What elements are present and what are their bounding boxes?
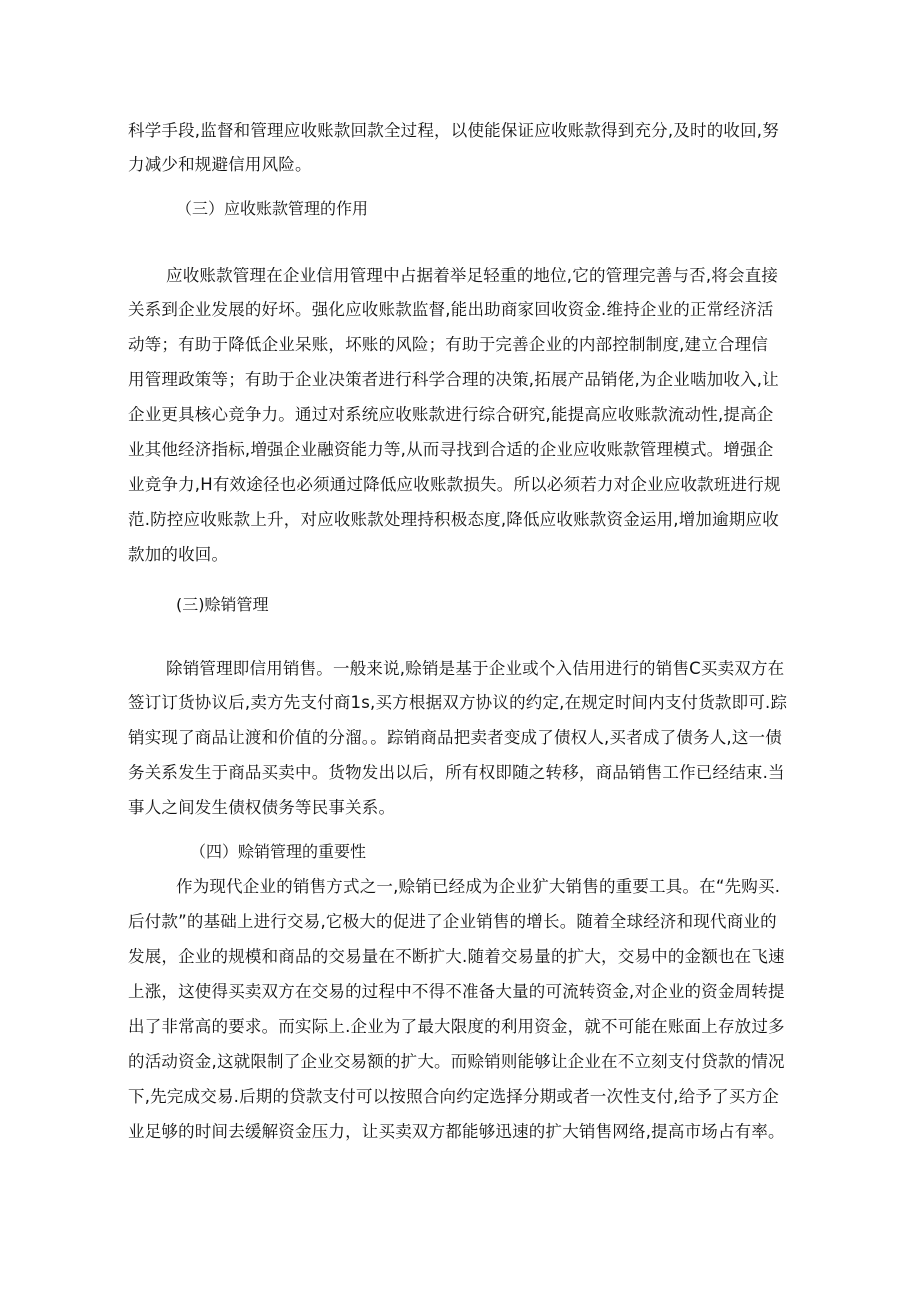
para4-line-2: 后付款”的基础上进行交易,它极大的促进了企业销售的增长。随着全球经济和现代商业的 bbox=[128, 912, 777, 931]
para2-line-6: 业其他经济指标,増强企业融资能力等,从而寻找到合适的企业应收账款管理模式。增强企 bbox=[128, 440, 774, 459]
para1-line-2: 力减少和规避信用风险。 bbox=[128, 155, 312, 174]
para3-line-3: 销实现了商品让渡和价值的分溜。。踪销商品把卖者变成了债权人,买者成了债务人,这一债 bbox=[128, 728, 782, 747]
para2-line-2: 关系到企业发展的好坏。强化应收账款监督,能出助商家回收资金.维持企业的正常经济活 bbox=[128, 300, 774, 319]
section-heading-importance: （四）赊销管理的重要性 bbox=[190, 842, 367, 861]
para2-line-7: 业竞争力,H有效途径也必须通过降低应收账款损失。所以必须若力对企业应收款班进行规 bbox=[128, 475, 781, 494]
para2-line-9: 款加的收回。 bbox=[128, 545, 229, 564]
para4-line-6: 的活动资金,这就限制了企业交易额的扩大。而赊销则能够让企业在不立刻支付贷款的情况 bbox=[128, 1052, 785, 1071]
para1-line-1: 科学手段,监督和管理应收账款回款全过程，以使能保证应收账款得到充分,及时的收回,努 bbox=[128, 121, 779, 140]
para4-line-5: 出了非常高的要求。而实际上.企业为了最大限度的利用资金，就不可能在账面上存放过多 bbox=[128, 1017, 785, 1036]
para4-line-7: 下,先完成交易.后期的贷款支付可以按照合向约定选择分期或者一次性支付,给予了买方企 bbox=[128, 1087, 779, 1106]
para2-line-4: 用管理政策等；有助于企业决策者进行科学合理的决策,拓展产品销佬,为企业啮加收入,让 bbox=[128, 370, 779, 389]
para4-line-3: 发展，企业的规模和商品的交易量在不断扩大.随着交易量的扩大，交易中的金额也在飞速 bbox=[128, 947, 785, 966]
para4-line-1: 作为现代企业的销售方式之一,赊销已经成为企业犷大销售的重要工具。在“先购买. bbox=[176, 877, 781, 896]
para3-line-4: 务关系发生于商品买卖中。货物发出以后，所有权即随之转移，商品销售工作已经结束.当 bbox=[128, 763, 785, 782]
para2-line-8: 范.防控应收账款上升，对应收账款处理持积极态度,降低应收账款资金运用,增加逾期应收 bbox=[128, 510, 779, 529]
para3-line-1: 除销管理即信用销售。一般来说,赊销是基于企业或个入佶用进行的销售C买卖双方在 bbox=[166, 659, 785, 678]
para2-line-1: 应收账款管理在企业信用管理中占据着举足轻重的地位,它的管理完善与否,将会直接 bbox=[166, 266, 779, 285]
section-heading-credit-sales: (三)赊销管理 bbox=[176, 595, 269, 614]
section-heading-role: （三）应收账款管理的作用 bbox=[176, 199, 369, 218]
para2-line-5: 企业更具核心竞争力。通过对系统应收账款进行综合研究,能提高应收账款流动性,提高企 bbox=[128, 405, 774, 424]
para4-line-4: 上涨，这使得买卖双方在交易的过程中不得不准备大量的可流转资金,对企业的资金周转提 bbox=[128, 982, 785, 1001]
para3-line-5: 事人之间发生债权债务等民事关系。 bbox=[128, 798, 396, 817]
para3-line-2: 签订订货协议后,卖方先支付商1s,买方根据双方协议的约定,在规定时间内支付货款即可.踪 bbox=[128, 693, 788, 712]
para4-line-8: 业足够的时间去缓解资金压力，让买卖双方都能够迅速的扩大销售网络,提高市场占有率。 bbox=[128, 1122, 785, 1141]
para2-line-3: 动等；有助于降低企业呆账，坏账的风险；有助于完善企业的内部控制制度,建立合理信 bbox=[128, 335, 769, 354]
